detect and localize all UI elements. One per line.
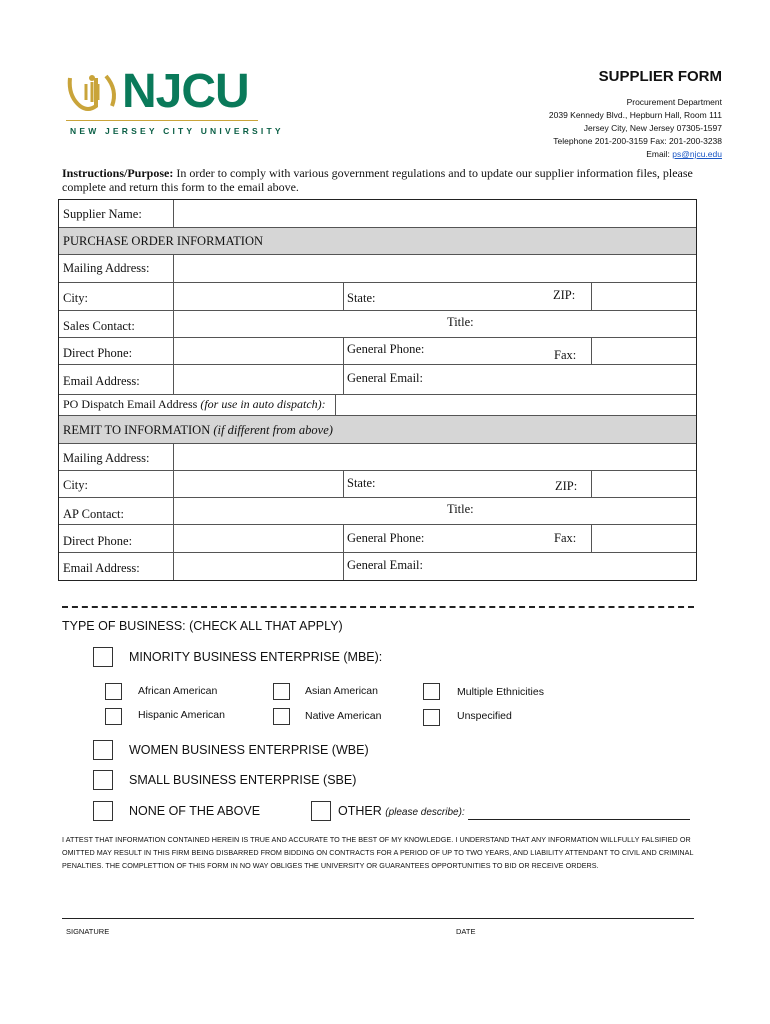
remit-mailing-address-field[interactable] [174, 444, 696, 470]
remit-direct-phone-field[interactable] [174, 525, 342, 552]
row-po-dispatch-email [59, 395, 696, 416]
email-label: Email: [646, 149, 673, 159]
other-label [338, 804, 465, 818]
other-checkbox[interactable] [311, 801, 331, 821]
african-american-checkbox[interactable] [105, 683, 122, 700]
supplier-name-label: Supplier Name: [63, 207, 142, 221]
remit-fax-label: Fax: [554, 531, 577, 545]
email-line [549, 148, 722, 161]
remit-section-note: (if different from above) [213, 423, 333, 437]
divider [343, 365, 344, 394]
sbe-label: SMALL BUSINESS ENTERPRISE (SBE) [129, 773, 357, 787]
asian-american-checkbox[interactable] [273, 683, 290, 700]
remit-section-header [59, 416, 696, 444]
remit-general-phone-label: General Phone: [347, 531, 425, 545]
african-american-label: African American [138, 685, 218, 697]
remit-email-field[interactable] [174, 553, 342, 580]
email-link[interactable]: ps@njcu.edu [672, 149, 722, 159]
po-email-field[interactable] [174, 365, 342, 394]
native-american-label: Native American [305, 710, 382, 722]
row-ap-contact [59, 498, 696, 525]
form-title: SUPPLIER FORM [598, 68, 722, 85]
divider [343, 338, 344, 364]
row-remit-email [59, 553, 696, 580]
po-dispatch-note: (for use in auto dispatch): [200, 397, 326, 411]
instructions-label: Instructions/Purpose: [62, 166, 174, 180]
business-type-heading: TYPE OF BUSINESS: (CHECK ALL THAT APPLY) [62, 619, 343, 633]
po-dispatch-label [63, 397, 326, 412]
remit-zip-field[interactable] [592, 471, 696, 497]
unspecified-label: Unspecified [457, 710, 512, 722]
divider [343, 525, 344, 552]
signature-label: SIGNATURE [66, 927, 110, 936]
attestation-text: I ATTEST THAT INFORMATION CONTAINED HEREIN IS TRUE AND ACCURATE TO THE BEST OF MY KNOWLEDGE. I UNDERSTAND THAT ANY INFORMATION WILLFULLY FALSIFIED OR OMITTED MAY RESULT IN THIS FIRM BEING DISBARRED FROM BIDDING ON CONTRACTS FOR A PERIOD OF UP TO TWO YEARS, AND LIABILITY ATTENDANT TO CIVIL AND CRIMINAL PENALTIES. THE COMPLETTION OF THIS FORM IN NO WAY OBLIGES THE UNIVERSITY OR GUARANTEES OPPORTUNITIES TO BID OR RECEIVE ORDERS. [62, 835, 694, 870]
logo-divider [66, 120, 258, 121]
row-remit-city-state-zip [59, 471, 696, 498]
po-dispatch-email-field[interactable] [336, 395, 696, 415]
unspecified-checkbox[interactable] [423, 709, 440, 726]
po-email-label: Email Address: [63, 374, 140, 388]
po-zip-label: ZIP: [553, 288, 576, 302]
row-remit-phones [59, 525, 696, 553]
wbe-label: WOMEN BUSINESS ENTERPRISE (WBE) [129, 743, 369, 757]
row-supplier-name [59, 200, 696, 228]
date-label: DATE [456, 927, 476, 936]
row-po-city-state-zip [59, 283, 696, 311]
divider [343, 471, 344, 497]
po-mailing-address-field[interactable] [174, 255, 696, 282]
none-checkbox[interactable] [93, 801, 113, 821]
supplier-name-field[interactable] [174, 200, 696, 227]
instructions [62, 166, 702, 194]
address-line-1: 2039 Kennedy Blvd., Hepburn Hall, Room 111 [548, 110, 722, 120]
ap-title-label: Title: [447, 502, 474, 516]
other-note: (please describe): [385, 807, 465, 818]
sales-title-label: Title: [447, 315, 474, 329]
sbe-checkbox[interactable] [93, 770, 113, 790]
multiple-ethnicities-label: Multiple Ethnicities [457, 686, 544, 698]
remit-section-text: REMIT TO INFORMATION [63, 423, 214, 437]
po-direct-phone-label: Direct Phone: [63, 346, 133, 360]
po-section-header [59, 228, 696, 255]
remit-email-label: Email Address: [63, 561, 140, 575]
po-fax-field[interactable] [592, 338, 696, 364]
address-line-2: Jersey City, New Jersey 07305-1597 [583, 123, 722, 133]
other-text: OTHER [338, 804, 386, 818]
remit-zip-label: ZIP: [555, 479, 578, 493]
none-label: NONE OF THE ABOVE [129, 804, 261, 818]
po-direct-phone-field[interactable] [174, 338, 342, 364]
contact-address-block [549, 96, 722, 161]
hispanic-american-label: Hispanic American [138, 709, 225, 721]
row-remit-mailing-address [59, 444, 696, 471]
phone-fax: Telephone 201-200-3159 Fax: 201-200-3238 [553, 136, 722, 146]
mbe-label: MINORITY BUSINESS ENTERPRISE (MBE): [129, 650, 383, 664]
mbe-checkbox[interactable] [93, 647, 113, 667]
remit-mailing-address-label: Mailing Address: [63, 451, 150, 465]
po-state-label: State: [347, 291, 376, 305]
po-city-field[interactable] [174, 283, 342, 310]
sales-contact-label: Sales Contact: [63, 319, 135, 333]
po-dispatch-text: PO Dispatch Email Address [63, 397, 201, 411]
instructions-text: In order to comply with various government regulations and to update our supplier information files, please complete and return this form to the email above. [62, 166, 693, 194]
multiple-ethnicities-checkbox[interactable] [423, 683, 440, 700]
asian-american-label: Asian American [305, 685, 378, 697]
remit-direct-phone-label: Direct Phone: [63, 534, 133, 548]
po-zip-field[interactable] [592, 283, 696, 310]
row-po-phones [59, 338, 696, 365]
wbe-checkbox[interactable] [93, 740, 113, 760]
hispanic-american-checkbox[interactable] [105, 708, 122, 725]
native-american-checkbox[interactable] [273, 708, 290, 725]
po-city-label: City: [63, 291, 89, 305]
row-po-mailing-address [59, 255, 696, 283]
remit-state-label: State: [347, 476, 376, 490]
po-mailing-address-label: Mailing Address: [63, 261, 150, 275]
row-po-email [59, 365, 696, 395]
po-section-title: PURCHASE ORDER INFORMATION [63, 234, 264, 248]
po-general-email-label: General Email: [347, 371, 424, 385]
remit-section-title [63, 423, 333, 438]
section-separator [62, 606, 694, 608]
divider [343, 283, 344, 310]
department: Procurement Department [626, 97, 722, 107]
other-description-field[interactable] [468, 819, 690, 820]
po-fax-label: Fax: [554, 348, 577, 362]
gothic-emblem-icon [66, 70, 126, 120]
remit-general-email-label: General Email: [347, 558, 424, 572]
divider [343, 553, 344, 580]
logo-subtitle: NEW JERSEY CITY UNIVERSITY [70, 126, 284, 136]
ap-contact-label: AP Contact: [63, 507, 124, 521]
signature-date-line[interactable] [62, 918, 694, 919]
po-general-phone-label: General Phone: [347, 342, 425, 356]
sales-contact-field[interactable] [174, 311, 444, 337]
row-sales-contact [59, 311, 696, 338]
logo-wordmark: NJCU [122, 65, 249, 118]
ap-contact-field[interactable] [174, 498, 444, 524]
remit-city-field[interactable] [174, 471, 342, 497]
remit-city-label: City: [63, 478, 89, 492]
remit-fax-field[interactable] [592, 525, 696, 552]
supplier-info-table [58, 199, 697, 581]
